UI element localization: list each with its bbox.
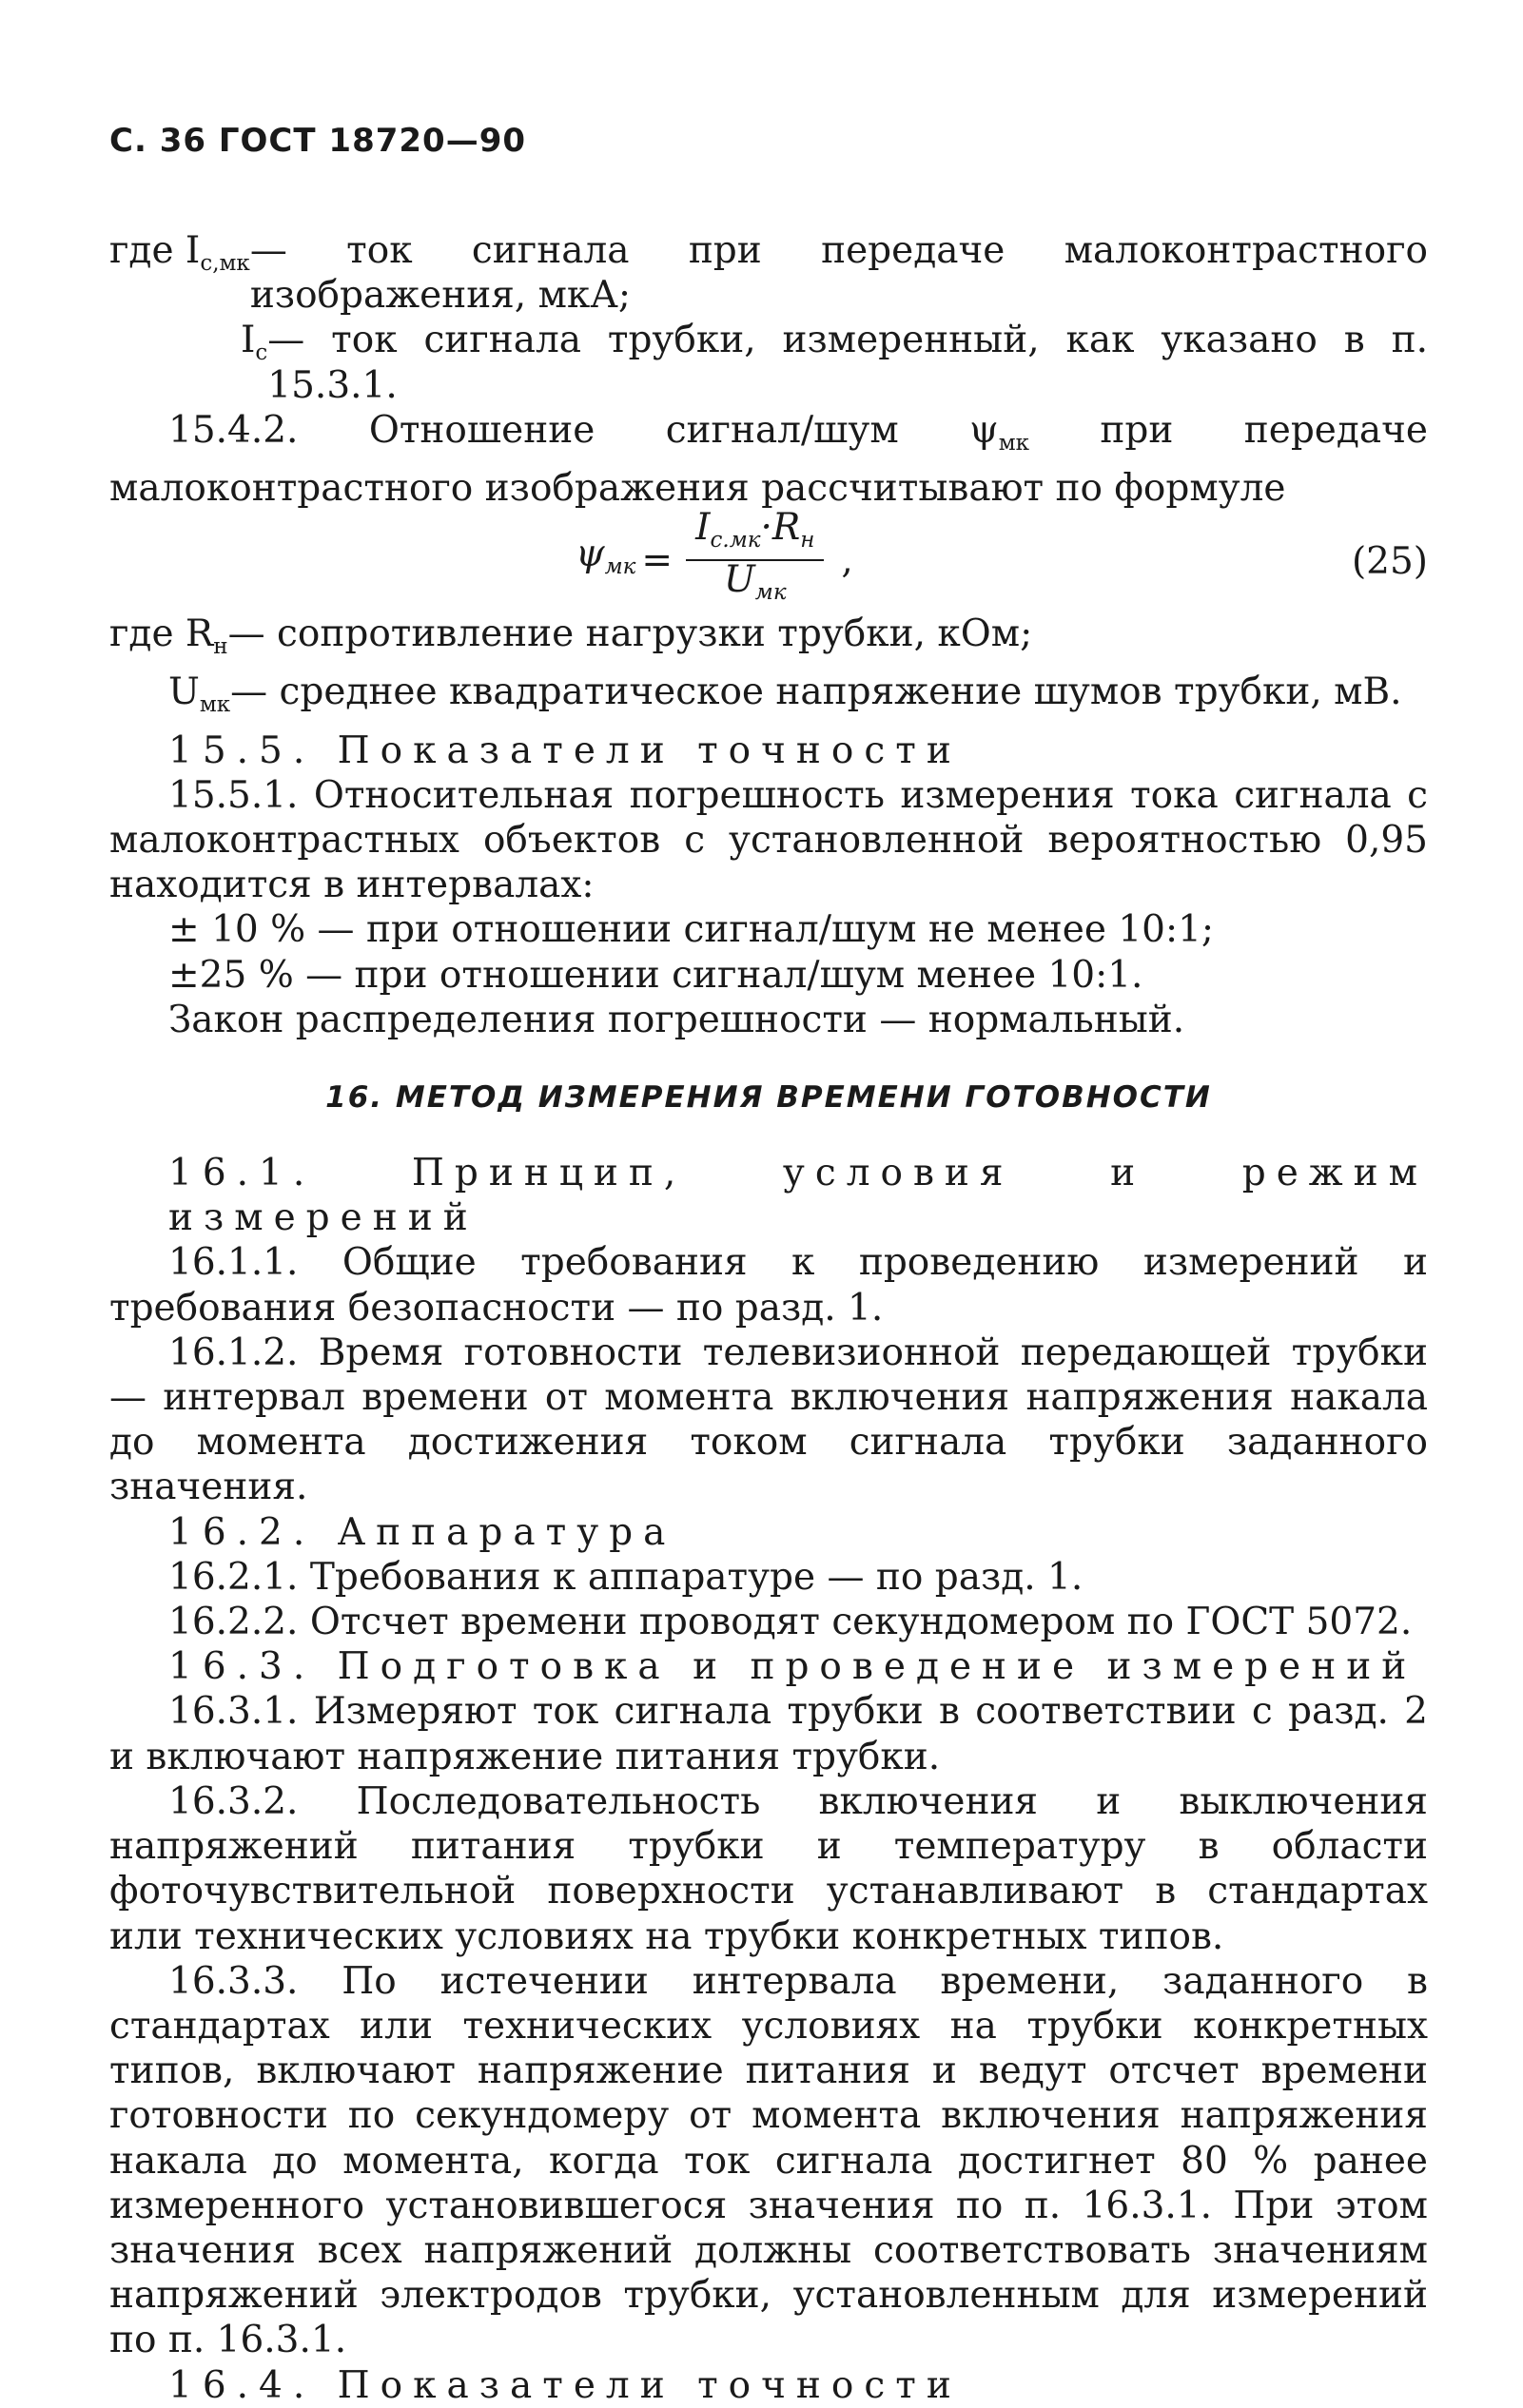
definition-ic-mk <box>109 228 1428 318</box>
paragraph-16-1-1: 16.1.1. Общие требования к проведению измерений и требования безопасности — по разд. 1. <box>109 1241 1428 1330</box>
subsection-16-4-heading: 16.4. Показатели точности <box>168 2363 962 2407</box>
subsection-15-5-heading: 15.5. Показатели точности <box>168 728 962 772</box>
interval-25: ±25 % — при отношении сигнал/шум менее 10:1. <box>168 953 1143 997</box>
subsection-16-3-heading: 16.3. Подготовка и проведение измерений <box>168 1645 1417 1689</box>
formula-numerator: $I_{с.мк}\cdot R_н$ <box>695 506 815 553</box>
definition-text: — ток сигнала трубки, измеренный, как указано в п. 15.3.1. <box>267 319 1428 407</box>
formula-equals: = <box>641 538 674 582</box>
paragraph-16-3-3: 16.3.3. По истечении интервала времени, заданного в стандартах или технических условиях на трубки конкретных типов, включают напряжение питания и ведут отсчет времени готовности по секундомеру от момента включения напряжения накала до момента, когда ток сигнала достигнет 80 % ранее измеренного установившегося значения по п. 16.3.1. При этом значения всех напряжений должны соответствовать значениям напряжений электродов трубки, установленным для измерений по п. 16.3.1. <box>109 1959 1428 2362</box>
symbol-label: где I <box>109 229 201 272</box>
paragraph-16-2-1: 16.2.1. Требования к аппаратуре — по разд. 1. <box>168 1555 1084 1599</box>
formula-25: $\psi_{мк}$ = $\frac{I_{с.мк}\cdot R_н}{U_{мк}}$ , (25) <box>109 513 1428 608</box>
section-16-title: 16. МЕТОД ИЗМЕРЕНИЯ ВРЕМЕНИ ГОТОВНОСТИ <box>325 1080 1212 1116</box>
symbol-subscript: с,мк <box>200 251 250 276</box>
definition-text: — ток сигнала при передаче малоконтрастного изображения, мкА; <box>249 229 1428 318</box>
formula-lhs: ψ <box>576 532 605 575</box>
formula-number: (25) <box>1351 540 1428 584</box>
paragraph-16-1-2: 16.1.2. Время готовности телевизионной передающей трубки — интервал времени от момента включения напряжения накала до момента достижения током сигнала трубки заданного значения. <box>109 1330 1428 1509</box>
subsection-16-2-heading: 16.2. Аппаратура <box>168 1510 676 1554</box>
paragraph-15-4-2: 15.4.2. Отношение сигнал/шум $\psi_{мк}$ при передаче малоконтрастного изображения рассчитывают по формуле <box>109 408 1428 511</box>
definition-rn: где $R_н$ — сопротивление нагрузки трубки, кОм; <box>109 612 1033 660</box>
paragraph-16-3-1: 16.3.1. Измеряют ток сигнала трубки в соответствии с разд. 2 и включают напряжение питания трубки. <box>109 1690 1428 1778</box>
formula-fraction <box>686 506 824 612</box>
interval-10: ± 10 % — при отношении сигнал/шум не менее 10:1; <box>168 908 1215 952</box>
symbol-label: I <box>241 319 256 362</box>
subsection-16-1-heading: 16.1. Принцип, условия и режим измерений <box>168 1152 1428 1240</box>
paragraph-16-2-2: 16.2.2. Отсчет времени проводят секундомером по ГОСТ 5072. <box>168 1601 1413 1644</box>
paragraph-16-3-2: 16.3.2. Последовательность включения и выключения напряжений питания трубки и температуру в области фоточувствительной поверхности устанавливают в стандартах или технических условиях на трубки конкретных типов. <box>109 1779 1428 1958</box>
definition-ic <box>109 318 1428 407</box>
formula-denominator: $U_{мк}$ <box>723 558 787 606</box>
symbol-subscript: с <box>255 340 268 366</box>
distribution-law: Закон распределения погрешности — нормальный. <box>168 998 1185 1041</box>
definition-umk: $U_{мк}$ — среднее квадратическое напряжение шумов трубки, мВ. <box>168 670 1402 718</box>
page-header: С. 36 ГОСТ 18720—90 <box>109 122 527 160</box>
paragraph-15-5-1: 15.5.1. Относительная погрешность измерения тока сигнала с малоконтрастных объектов с установленной вероятностью 0,95 находится в интервалах: <box>109 773 1428 907</box>
